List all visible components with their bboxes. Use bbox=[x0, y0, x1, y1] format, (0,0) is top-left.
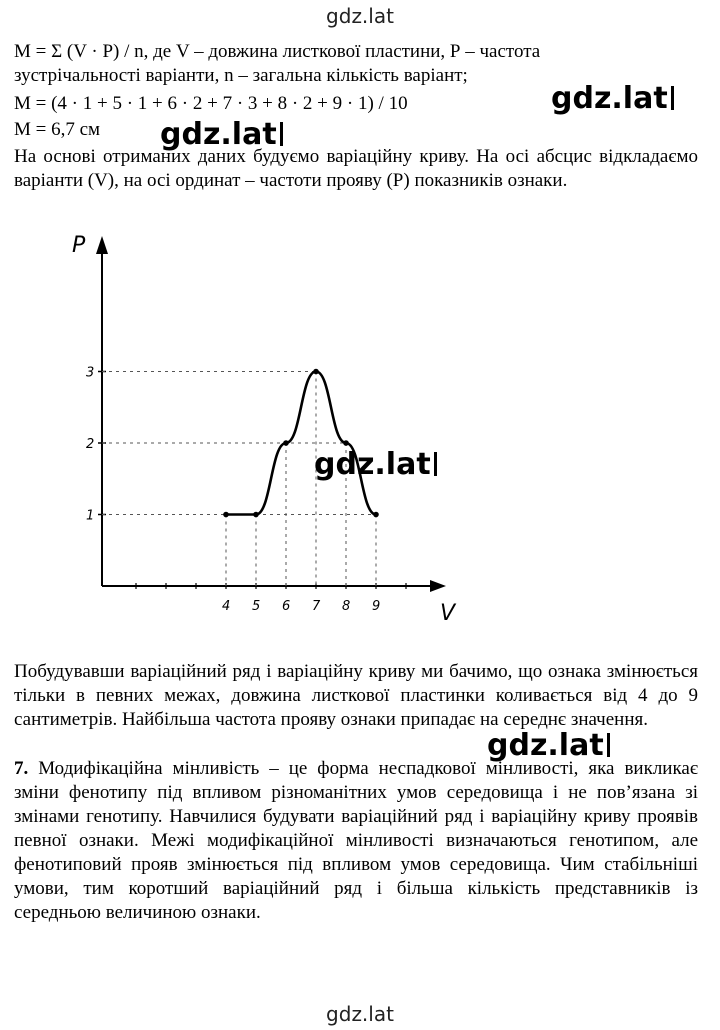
variation-curve-chart bbox=[60, 222, 460, 622]
x-tick-label: 8 bbox=[342, 599, 351, 614]
watermark-logo bbox=[314, 447, 437, 482]
x-axis-arrow bbox=[430, 580, 446, 592]
watermark-logo bbox=[487, 728, 610, 763]
watermark-text: gdz.lat bbox=[551, 81, 668, 116]
data-point bbox=[253, 512, 259, 518]
site-footer[interactable]: gdz.lat bbox=[326, 1002, 394, 1026]
formula-line-2: зустрічальності варіанти, n – загальна кількість варіант; bbox=[14, 65, 468, 86]
y-tick-label: 1 bbox=[86, 508, 95, 524]
y-tick-label: 2 bbox=[86, 437, 95, 452]
intro-paragraph: На основі отриманих даних будуємо варіаційну криву. На осі абсцис відкладаємо варіанти (V), на осі ординат – частоти прояву (Р) показників ознаки. bbox=[14, 146, 698, 191]
x-tick-label: 7 bbox=[312, 599, 321, 614]
y-axis-label: P bbox=[72, 233, 86, 258]
x-tick-label: 5 bbox=[252, 599, 261, 614]
variation-curve bbox=[226, 372, 376, 515]
x-tick-label: 9 bbox=[372, 599, 381, 614]
answer-7-paragraph bbox=[14, 757, 698, 925]
watermark-text: gdz.lat bbox=[487, 728, 604, 763]
answer-number: 7. bbox=[14, 758, 29, 779]
y-axis-arrow bbox=[96, 236, 108, 254]
y-tick-label: 3 bbox=[86, 365, 95, 381]
data-point bbox=[283, 440, 289, 446]
watermark-logo bbox=[160, 117, 283, 152]
site-header[interactable]: gdz.lat bbox=[326, 4, 394, 28]
answer-7-text: Модифікаційна мінливість – це форма неспадкової мінливості, яка викликає зміни фенотипу під впливом різноманітних умов середовища і не пов’язана зі змінами генотипу. Навчилися будувати варіаційний ряд і варіаційну криву проявів певної ознаки. Межі модифікаційної мінливості визначаються генотипом, але фенотиповий прояв змінюється під впливом умов середовища. Чим стабільніші умови, тим коротший варіаційний ряд і більша кількість представників із середньою величиною ознаки. bbox=[14, 758, 698, 923]
formula-line-3: M = (4 · 1 + 5 · 1 + 6 · 2 + 7 · 3 + 8 · 2 + 9 · 1) / 10 bbox=[14, 93, 408, 114]
x-tick-label: 6 bbox=[282, 599, 291, 614]
watermark-text: gdz.lat bbox=[314, 447, 431, 482]
watermark-logo bbox=[551, 81, 674, 116]
data-point bbox=[343, 440, 349, 446]
x-axis-label: V bbox=[440, 601, 456, 622]
conclusion-paragraph: Побудувавши варіаційний ряд і варіаційну криву ми бачимо, що ознака змінюється тільки в певних межах, довжина листкової пластинки коливається від 4 до 9 сантиметрів. Найбільша частота прояву ознаки припадає на середнє значення. bbox=[14, 661, 698, 730]
watermark-text: gdz.lat bbox=[160, 117, 277, 152]
data-point bbox=[313, 369, 319, 375]
formula-line-4: M = 6,7 см bbox=[14, 119, 101, 140]
data-point bbox=[373, 512, 379, 518]
data-point bbox=[223, 512, 229, 518]
formula-line-1: M = Σ (V · P) / n, де V – довжина листкової пластини, Р – частота bbox=[14, 41, 541, 62]
x-tick-label: 4 bbox=[222, 599, 231, 614]
